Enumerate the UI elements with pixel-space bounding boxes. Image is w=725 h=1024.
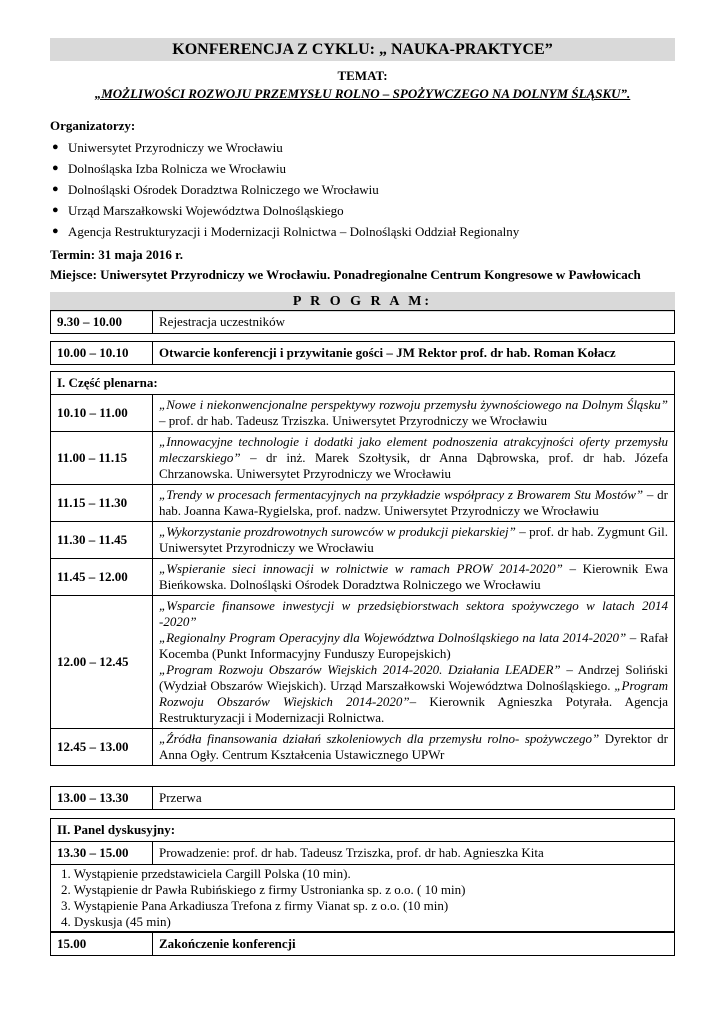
- bullet-icon: ●: [52, 225, 59, 237]
- organizer-item: ● Agencja Restrukturyzacji i Modernizacji Rolnictwa – Dolnośląski Oddział Regionalny: [50, 221, 675, 242]
- description-cell: „Nowe i niekonwencjonalne perspektywy rozwoju przemysłu żywnościowego na Dolnym Śląsku” – prof. dr hab. Tadeusz Trziszka. Uniwersytet Przyrodniczy we Wrocławiu: [153, 395, 675, 432]
- moderators-cell: Prowadzenie: prof. dr hab. Tadeusz Trziszka, prof. dr hab. Agnieszka Kita: [153, 842, 675, 865]
- bullet-icon: ●: [52, 162, 59, 174]
- time-cell: 13.00 – 13.30: [51, 787, 153, 810]
- section-header-row: [51, 372, 675, 395]
- registration-table: [50, 310, 675, 334]
- description-cell: Otwarcie konferencji i przywitanie gości – JM Rektor prof. dr hab. Roman Kołacz: [153, 342, 675, 365]
- time-cell: 11.30 – 11.45: [51, 522, 153, 559]
- time-cell: 10.00 – 10.10: [51, 342, 153, 365]
- document-page: [50, 38, 675, 951]
- table-row: [51, 342, 675, 365]
- description-cell: „Wykorzystanie prozdrowotnych surowców w produkcji piekarskiej” – prof. dr hab. Zygmunt Gil. Uniwersytet Przyrodniczy we Wrocławiu: [153, 522, 675, 559]
- time-cell: 11.15 – 11.30: [51, 485, 153, 522]
- panel-table: [50, 818, 675, 932]
- list-item: 4. Dyskusja (45 min): [61, 914, 171, 929]
- table-row: [51, 311, 675, 334]
- table-row: [51, 842, 675, 865]
- list-item: 2. Wystąpienie dr Pawła Rubińskiego z firmy Ustronianka sp. z o.o. ( 10 min): [61, 882, 466, 897]
- list-item: 1. Wystąpienie przedstawiciela Cargill Polska (10 min).: [61, 866, 351, 881]
- funding-line-2: „Regionalny Program Operacyjny dla Województwa Dolnośląskiego na lata 2014-2020” – Rafał Kocemba (Punkt Informacyjny Funduszy Europejskich): [159, 630, 668, 661]
- time-cell: 11.00 – 11.15: [51, 432, 153, 485]
- table-row: [51, 865, 675, 932]
- description-cell: [153, 596, 675, 729]
- table-row: [51, 596, 675, 729]
- program-heading: P R O G R A M:: [50, 292, 675, 312]
- organizer-item: ● Dolnośląska Izba Rolnicza we Wrocławiu: [50, 158, 675, 179]
- topic-text: „MOŻLIWOŚCI ROZWOJU PRZEMYSŁU ROLNO – SPOŻYWCZEGO NA DOLNYM ŚLĄSKU”.: [94, 86, 631, 101]
- table-row: [51, 729, 675, 766]
- table-row: [51, 432, 675, 485]
- description-cell: Zakończenie konferencji: [153, 933, 675, 956]
- conference-title: KONFERENCJA Z CYKLU: „ NAUKA-PRAKTYCE”: [50, 38, 675, 61]
- table-row: [51, 787, 675, 810]
- plenary-table: [50, 371, 675, 766]
- table-row: [51, 485, 675, 522]
- panel-items-cell: [51, 865, 675, 932]
- organizers-list: [50, 137, 675, 242]
- description-cell: „Innowacyjne technologie i dodatki jako element podnoszenia atrakcyjności oferty przemysłu mleczarskiego” – dr inż. Marek Szołtysik, dr Anna Dąbrowska, prof. dr hab. Józefa Chrzanowska. Uniwersytet Przyrodniczy we Wrocławiu: [153, 432, 675, 485]
- event-location: Miejsce: Uniwersytet Przyrodniczy we Wrocławiu. Ponadregionalne Centrum Kongresowe w Pawłowicach: [50, 267, 641, 282]
- description-cell: „Źródła finansowania działań szkoleniowych dla przemysłu rolno- spożywczego” Dyrektor dr Anna Ogły. Centrum Kształcenia Ustawicznego UPWr: [153, 729, 675, 766]
- opening-table: [50, 341, 675, 365]
- bullet-icon: ●: [52, 204, 59, 216]
- time-cell: 9.30 – 10.00: [51, 311, 153, 334]
- description-cell: Rejestracja uczestników: [153, 311, 675, 334]
- organizer-item: ● Uniwersytet Przyrodniczy we Wrocławiu: [50, 137, 675, 158]
- time-cell: 10.10 – 11.00: [51, 395, 153, 432]
- organizers-label: Organizatorzy:: [50, 118, 136, 133]
- bullet-icon: ●: [52, 183, 59, 195]
- organizer-item: ● Dolnośląski Ośrodek Doradztwa Rolniczego we Wrocławiu: [50, 179, 675, 200]
- topic-label: TEMAT:: [337, 68, 388, 83]
- table-row: [51, 559, 675, 596]
- description-cell: „Wspieranie sieci innowacji w rolnictwie w ramach PROW 2014-2020” – Kierownik Ewa Bieńkowska. Dolnośląski Ośrodek Doradztwa Rolniczego we Wrocławiu: [153, 559, 675, 596]
- break-table: [50, 786, 675, 810]
- panel-list: [61, 866, 668, 930]
- table-row: [51, 522, 675, 559]
- table-row: [51, 933, 675, 956]
- time-cell: 12.00 – 12.45: [51, 596, 153, 729]
- closing-table: [50, 932, 675, 956]
- funding-line-1: „Wsparcie finansowe inwestycji w przedsiębiorstwach sektora spożywczego w latach 2014 -2020”: [159, 598, 668, 629]
- event-date: Termin: 31 maja 2016 r.: [50, 247, 184, 262]
- description-cell: Przerwa: [153, 787, 675, 810]
- plenary-label: I. Część plenarna:: [51, 372, 675, 395]
- table-row: [51, 395, 675, 432]
- list-item: 3. Wystąpienie Pana Arkadiusza Trefona z firmy Vianat sp. z o.o. (10 min): [61, 898, 449, 913]
- description-cell: „Trendy w procesach fermentacyjnych na przykładzie współpracy z Browarem Stu Mostów” – dr hab. Joanna Kawa-Rygielska, prof. nadzw. Uniwersytet Przyrodniczy we Wrocławiu: [153, 485, 675, 522]
- time-cell: 12.45 – 13.00: [51, 729, 153, 766]
- organizer-item: ● Urząd Marszałkowski Województwa Dolnośląskiego: [50, 200, 675, 221]
- panel-label: II. Panel dyskusyjny:: [51, 819, 675, 842]
- bullet-icon: ●: [52, 141, 59, 153]
- time-cell: 11.45 – 12.00: [51, 559, 153, 596]
- time-cell: 15.00: [51, 933, 153, 956]
- time-cell: 13.30 – 15.00: [51, 842, 153, 865]
- funding-line-3: „Program Rozwoju Obszarów Wiejskich 2014-2020. Działania LEADER” – Andrzej Soliński (Wydział Obszarów Wiejskich). Urząd Marszałkowski Województwa Dolnośląskiego. „Program Rozwoju Obszarów Wiejskich 2014-2020”– Kierownik Agnieszka Potyrała. Agencja Restrukturyzacji i Modernizacji Rolnictwa.: [159, 662, 668, 725]
- section-header-row: [51, 819, 675, 842]
